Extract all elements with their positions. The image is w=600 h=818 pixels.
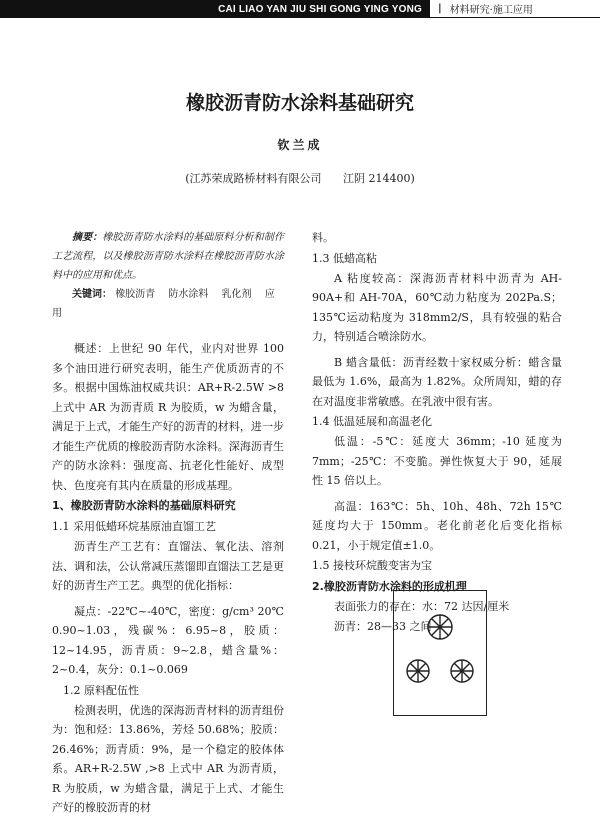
abstract-text: 橡胶沥青防水涂料的基础原料分析和制作工艺流程，以及橡胶沥青防水涂料在橡胶沥青防水涂料中的应用和优点。 (52, 232, 285, 281)
molecule-diagram (394, 591, 486, 715)
subsection-heading: 1.1 采用低蜡环烷基原油直馏工艺 (52, 520, 216, 533)
paragraph: 低温：-5℃：延度大 36mm；-10 延度为 7mm；-25℃：不变脆。弹性恢复大于 90，延展性 15 倍以上。 (312, 435, 562, 487)
section-label: 材料研究·施工应用 (449, 5, 533, 16)
keyword-item: 乳化剂 (221, 289, 252, 300)
paragraph: 沥青生产工艺有：直馏法、氧化法、溶剂法、调和法，公认常减压蒸馏即直馏法工艺是更好的沥青生产工艺。典型的优化指标： (52, 540, 284, 592)
keywords-label: 关键词： (72, 289, 112, 300)
molecule-figure (393, 590, 487, 716)
article-title: 橡胶沥青防水涂料基础研究 (185, 92, 414, 114)
keyword-item: 橡胶沥青 (115, 289, 156, 300)
paragraph: B 蜡含量低：沥青经数十家权威分析：蜡含量最低为 1.6%，最高为 1.82%。众所周知，蜡的存在对温度非常敏感。在乳液中很有害。 (312, 355, 562, 408)
affiliation-location: 江阴 214400) (343, 172, 415, 185)
micelle-icon (407, 660, 429, 682)
affiliation (0, 170, 600, 186)
left-column (52, 228, 284, 818)
keyword-item: 应用 (52, 289, 275, 319)
section-heading: 1、橡胶沥青防水涂料的基础原料研究 (52, 499, 236, 512)
abstract-label: 摘要： (72, 232, 103, 243)
paragraph: 沥青：28—33 之间 (334, 619, 432, 633)
subsection-heading: 1.2 原料配伍性 (63, 683, 139, 697)
running-header (0, 0, 600, 18)
micelle-icon (451, 660, 473, 682)
subsection-heading: 1.4 低温延展和高温老化 (312, 415, 432, 428)
affiliation-org: (江苏荣成路桥材料有限公司 (185, 172, 322, 185)
header-separator: | (438, 3, 442, 14)
overview-paragraph: 概述：上世纪 90 年代，业内对世界 100 多个油田进行研究表明，能生产优质沥青的不多。根据中国炼油权威共识：AR+R-2.5W >8 上式中 AR 为沥青质 R 为胶质，w 为蜡含量，满足于上式，才能生产好的沥青的材料，进一步才能生产优质的橡胶沥青防水涂料。深海沥青生产的防水涂料：强度高、抗老化性能好、成型快、色度亮有其内在质量的形成基理。 (52, 342, 284, 492)
subsection-heading: 1.3 低蜡高粘 (312, 251, 377, 265)
keywords (52, 285, 284, 323)
section-label-box (430, 0, 600, 18)
paragraph: 高温：163℃：5h、10h、48h、72h 15℃延度均大于 150mm。老化前老化后变化指标 0.21，小于规定值±1.0。 (312, 499, 562, 552)
abstract (52, 228, 284, 285)
paragraph: 表面张力的存在：水：72 达因/厘米 (334, 600, 510, 613)
paragraph: A 粘度较高：深海沥青材料中沥青为 AH-90A+和 AH-70A，60℃动力粘度为 202Pa.S；135℃运动粘度为 318mm2/S，具有较强的粘合力，特别适合喷涂防水。 (312, 271, 562, 343)
author-name: 钦兰成 (277, 138, 323, 152)
paragraph: 凝点：-22℃~-40℃，密度：g/cm³ 20℃ 0.90~1.03，残碳%：6.95~8，胶质：12~14.95，沥青质：9~2.8，蜡含量%：2~0.4，灰分：0.1~0.069 (52, 604, 284, 676)
keyword-item: 防水涂料 (168, 289, 209, 300)
section-heading: 2.橡胶沥青防水涂料的形成机理 (312, 580, 467, 593)
micelle-icon (428, 615, 452, 639)
journal-name: CAI LIAO YAN JIU SHI GONG YING YONG (0, 0, 430, 18)
subsection-heading: 1.5 接枝环烷酸变害为宝 (312, 559, 432, 572)
paragraph-continuation: 料。 (312, 231, 334, 244)
paragraph: 检测表明，优选的深海沥青材料的沥青组份为：饱和烃：13.86%，芳烃 50.68%；胶质：26.46%；沥青质：9%，是一个稳定的胶体体系。AR+R-2.5W ,>8 上式中 AR 为沥青质，R 为胶质，w 为蜡含量，满足于上式、才能生产好的橡胶沥青的材 (52, 703, 284, 814)
right-column (312, 228, 562, 636)
